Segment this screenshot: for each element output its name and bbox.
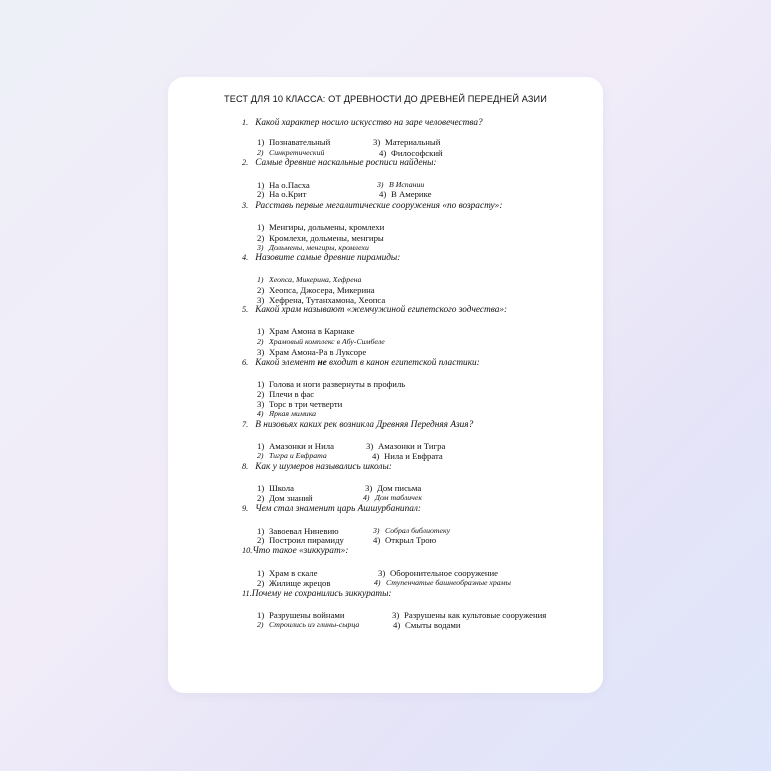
question-8: 8. Как у шумеров назывались школы: [242,462,392,472]
option-3-3: 3) Дольмены, менгиры, кромлехи [257,243,369,252]
option-6-3: 3) Торс в три четверти [257,399,343,409]
question-text: Какой характер носило искусство на заре человечества? [255,118,483,128]
option-4-1: 1) Хеопса, Микерина, Хефрена [257,275,362,284]
option-8-3: 3) Дом письма [365,483,422,493]
option-9-1: 1) Завоевал Ниневию [257,526,339,536]
question-6: 6. Какой элемент не входит в канон египетской пластики: [242,358,480,368]
option-1-1: 1) Познавательный [257,137,331,147]
option-11-3: 3) Разрушены как культовые сооружения [392,610,547,620]
option-3-1: 1) Менгиры, дольмены, кромлехи [257,222,385,232]
question-1 [242,118,483,128]
test-sheet [168,77,603,693]
option-10-4: 4) Ступенчатые башнеобразные храмы [374,578,511,587]
option-2-4: 4) В Америке [379,189,432,199]
option-11-4: 4) Смыты водами [393,620,461,630]
option-4-3: 3) Хефрена, Тутанхамона, Хеопса [257,295,386,305]
option-5-3: 3) Храм Амона-Ра в Луксоре [257,347,367,357]
option-6-1: 1) Голова и ноги развернуты в профиль [257,379,406,389]
option-1-3: 3) Материальный [373,137,441,147]
question-3: 3. Расставь первые мегалитические сооружения «по возрасту»: [242,201,503,211]
option-5-1: 1) Храм Амона в Карнаке [257,326,355,336]
option-1-2: 2) Синкретический [257,148,325,157]
option-9-3: 3) Собрал библиотеку [373,526,451,535]
option-2-3: 3) В Испании [377,180,425,189]
page-title: ТЕСТ ДЛЯ 10 КЛАССА: ОТ ДРЕВНОСТИ ДО ДРЕВНЕЙ ПЕРЕДНЕЙ АЗИИ [224,94,547,104]
option-6-2: 2) Плечи в фас [257,389,315,399]
option-4-2: 2) Хеопса, Джосера, Микерина [257,285,375,295]
option-2-1: 1) На о.Пасха [257,180,310,190]
option-9-2: 2) Построил пирамиду [257,535,344,545]
question-4: 4. Назовите самые древние пирамиды: [242,253,401,263]
option-5-2: 2) Храмовый комплекс в Абу-Симбеле [257,337,385,346]
option-10-1: 1) Храм в скале [257,568,318,578]
question-9: 9. Чем стал знаменит царь Ашшурбанипал: [242,504,422,514]
option-10-3: 3) Оборонительное сооружение [378,568,498,578]
option-7-3: 3) Амазонки и Тигра [366,441,446,451]
question-2: 2. Самые древние наскальные росписи найдены: [242,158,437,168]
option-6-4: 4) Яркая мимика [257,409,317,418]
question-number: 1. [242,118,249,127]
option-1-4: 4) Философский [379,148,443,158]
option-9-4: 4) Открыл Трою [373,535,437,545]
question-11: 11.Почему не сохранились зиккураты: [242,589,392,599]
option-11-1: 1) Разрушены войнами [257,610,345,620]
option-8-2: 2) Дом знаний [257,493,313,503]
option-3-2: 2) Кромлехи, дольмены, менгиры [257,233,384,243]
option-2-2: 2) На о.Крит [257,189,307,199]
option-11-2: 2) Строились из глины-сырца [257,620,360,629]
option-8-1: 1) Школа [257,483,294,493]
option-7-4: 4) Нила и Евфрата [372,451,443,461]
question-5: 5. Какой храм называют «жемчужиной египетского зодчества»: [242,305,508,315]
question-7: 7. В низовьях каких рек возникла Древняя Передняя Азия? [242,420,474,430]
question-10: 10.Что такое «зиккурат»: [242,546,349,556]
option-7-2: 2) Тигра и Евфрата [257,451,327,460]
emphasis-not: не [317,358,327,368]
option-10-2: 2) Жилище жрецов [257,578,331,588]
option-8-4: 4) Дом табличек [363,493,422,502]
option-7-1: 1) Амазонки и Нила [257,441,334,451]
